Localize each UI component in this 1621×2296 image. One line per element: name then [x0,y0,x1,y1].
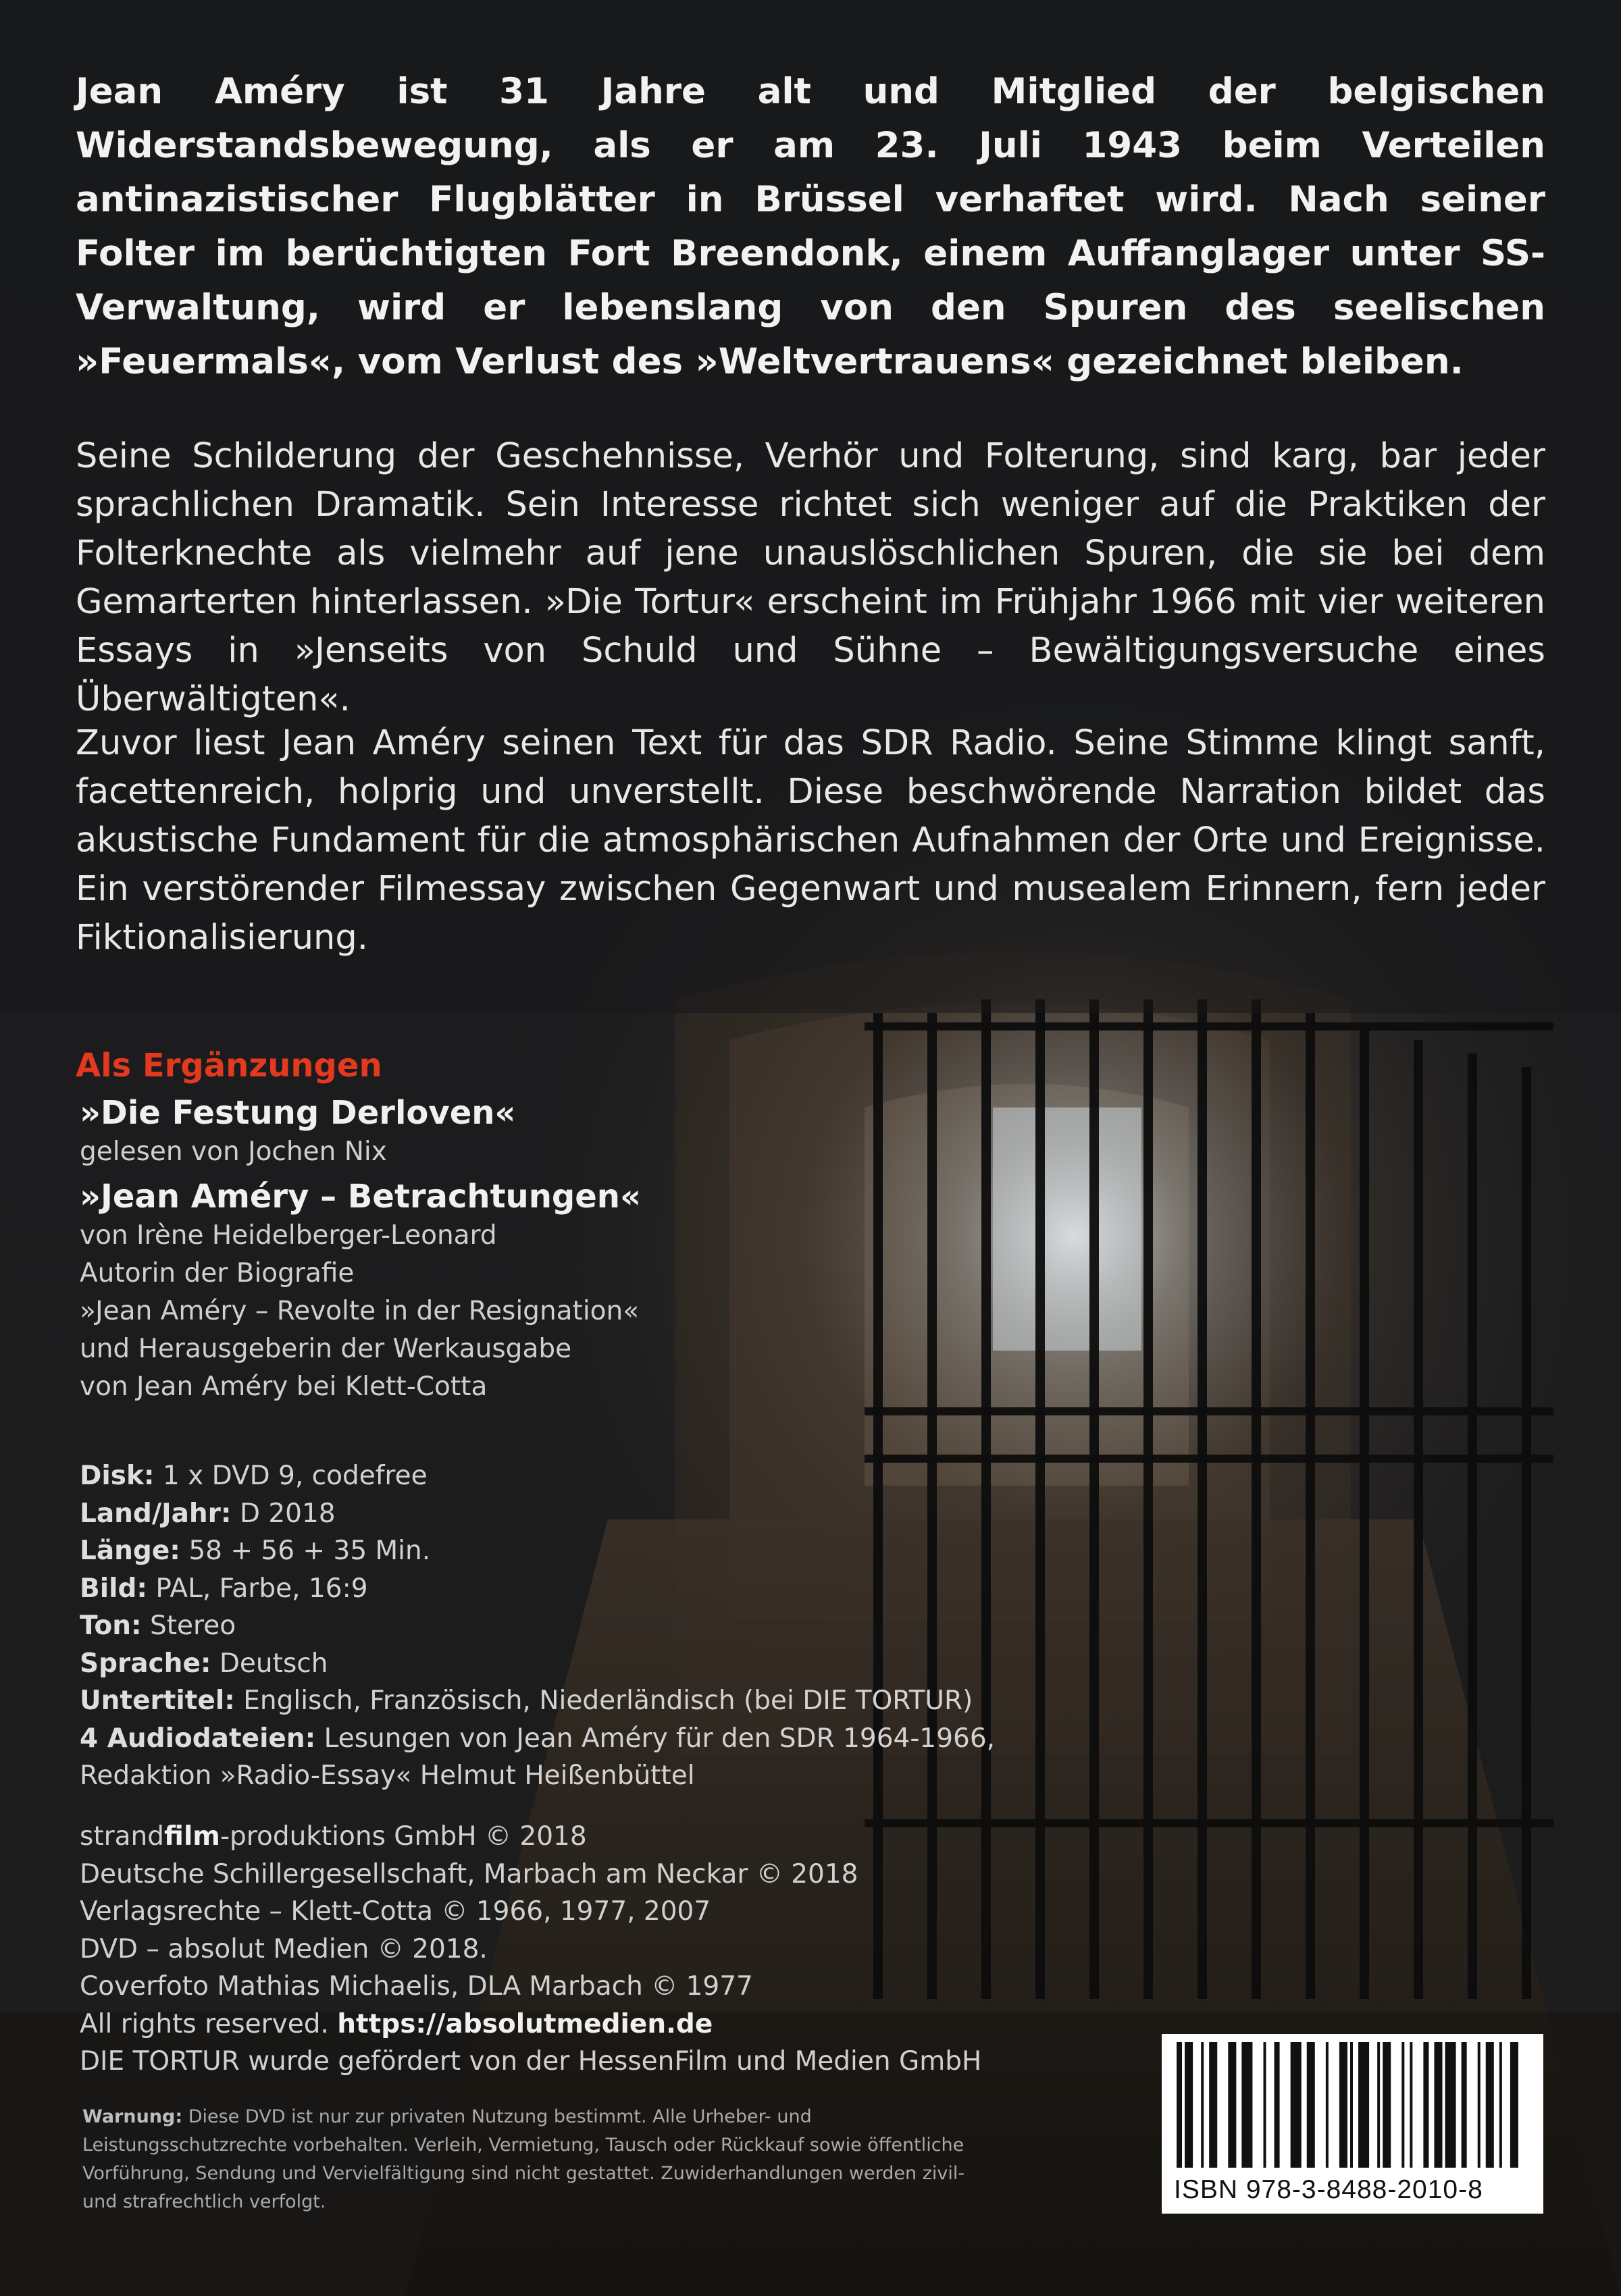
barcode-bar [1410,2042,1412,2168]
extra-detail-line: »Jean Améry – Revolte in der Resignation« [80,1296,640,1326]
barcode-bar [1462,2042,1467,2168]
spec-key: Bild: [80,1573,147,1604]
spec-row [80,1457,1228,1495]
spec-value: D 2018 [239,1498,336,1529]
barcode-bar [1510,2042,1518,2168]
spec-key: Sprache: [80,1648,211,1679]
company-prefix: strand [80,1821,165,1852]
funding-line: DIE TORTUR wurde gefördert von der HessenFilm und Medien GmbH [80,2046,982,2077]
credits [80,1818,1160,2081]
barcode-bar [1209,2042,1217,2168]
narration-paragraph: Zuvor liest Jean Améry seinen Text für das SDR Radio. Seine Stimme klingt sanft, facettenreich, holprig und unverstellt. Diese beschwörende Narration bildet das akustische Fundament für die atmosphärischen Aufnahmen der Orte und Ereignisse. Ein verstörender Filmessay zwischen Gegenwart und musealem Erinnern, fern jeder Fiktionalisierung. [76,723,1545,958]
barcode-bar [1377,2042,1380,2168]
spec-value: Lesungen von Jean Améry für den SDR 1964-1966, [324,1723,996,1754]
spec-row [80,1532,1228,1570]
barcode-bar [1228,2042,1236,2168]
spec-key: Ton: [80,1611,142,1641]
spec-row [80,1757,1228,1795]
barcode-bar [1275,2042,1280,2168]
spec-value: Stereo [149,1611,236,1641]
extra-reader: gelesen von Jochen Nix [80,1137,387,1167]
spec-key: Disk: [80,1461,155,1491]
extras-heading: Als Ergänzungen [76,1047,382,1085]
spec-row [80,1495,1228,1533]
barcode-bar [1445,2042,1456,2168]
barcode-bar [1201,2042,1204,2168]
barcode-bar [1423,2042,1429,2168]
technical-specs [80,1457,1228,1795]
extra-detail-line: und Herausgeberin der Werkausgabe [80,1334,572,1364]
barcode-bar [1358,2042,1369,2168]
spec-value: 58 + 56 + 35 Min. [188,1536,431,1566]
extra-detail-line: Autorin der Biografie [80,1258,355,1288]
barcode-bar [1339,2042,1347,2168]
credit-line-company [80,1818,1160,1856]
website-link[interactable]: https://absolutmedien.de [337,2008,713,2039]
description-paragraph: Seine Schilderung der Geschehnisse, Verhör und Folterung, sind karg, bar jeder sprachlichen Dramatik. Sein Interesse richtet sich weniger auf die Praktiken der Folterknechte als vielmehr auf jene unauslöschlichen Spuren, die sie bei dem Gemarterten hinterlassen. »Die Tortur« erscheint im Frühjahr 1966 mit vier weiteren Essays in »Jenseits von Schuld und Sühne – Bewältigungsversuche eines Überwältigten«. [76,436,1545,719]
credit-line: Coverfoto Mathias Michaelis, DLA Marbach © 1977 [80,1971,753,2002]
barcode-bar [1478,2042,1481,2168]
credit-line: Deutsche Schillergesellschaft, Marbach am Neckar © 2018 [80,1858,858,1889]
isbn-number: ISBN 978-3-8488-2010-8 [1174,2175,1483,2204]
spec-key: Untertitel: [80,1686,235,1716]
extra-title-festung: »Die Festung Derloven« [80,1094,516,1132]
extra-detail-line: von Irène Heidelberger-Leonard [80,1220,497,1251]
extra-detail-line: von Jean Améry bei Klett-Cotta [80,1372,488,1402]
company-suffix: -produktions GmbH © 2018 [220,1821,587,1852]
barcode-bar [1383,2042,1391,2168]
rights-text: All rights reserved. [80,2008,329,2039]
barcode-bars [1174,2042,1532,2168]
barcode-bar [1307,2042,1315,2168]
spec-key: 4 Audiodateien: [80,1723,316,1754]
spec-value: 1 x DVD 9, codefree [162,1461,428,1491]
spec-value: PAL, Farbe, 16:9 [155,1573,368,1604]
barcode [1162,2034,1543,2214]
legal-warning [82,2103,981,2216]
spec-key: Land/Jahr: [80,1498,232,1529]
credit-line: DVD – absolut Medien © 2018. [80,1933,488,1964]
spec-row [80,1720,1228,1758]
barcode-bar [1350,2042,1353,2168]
barcode-bar [1499,2042,1502,2168]
credit-line: Verlagsrechte – Klett-Cotta © 1966, 1977, 2007 [80,1896,711,1927]
barcode-bar [1241,2042,1252,2168]
barcode-bar [1486,2042,1494,2168]
barcode-bar [1401,2042,1404,2168]
spec-row [80,1645,1228,1683]
rights-line [80,2006,1160,2043]
barcode-bar [1326,2042,1329,2168]
barcode-bar [1434,2042,1442,2168]
spec-row [80,1570,1228,1608]
spec-row [80,1682,1228,1720]
barcode-bar [1185,2042,1193,2168]
spec-key: Länge: [80,1536,180,1566]
warning-label: Warnung: [82,2106,183,2127]
spec-row [80,1607,1228,1645]
company-bold: film [164,1821,220,1852]
barcode-bar [1291,2042,1302,2168]
extras-list [80,1093,958,1406]
spec-value: Englisch, Französisch, Niederländisch (bei DIE TORTUR) [243,1686,973,1716]
spec-value: Deutsch [219,1648,328,1679]
extra-title-betrachtungen: »Jean Améry – Betrachtungen« [80,1178,641,1216]
spec-value: Redaktion »Radio-Essay« Helmut Heißenbüttel [80,1760,695,1791]
warning-text: Diese DVD ist nur zur privaten Nutzung bestimmt. Alle Urheber- und Leistungsschutzrechte vorbehalten. Verleih, Vermietung, Tausch oder Rückkauf sowie öffentliche Vorführung, Sendung und Vervielfältigung sind nicht gestattet. Zuwiderhandlungen werden zivil- und strafrechtlich verfolgt. [82,2106,965,2212]
intro-paragraph: Jean Améry ist 31 Jahre alt und Mitglied der belgischen Widerstandsbewegung, als er am 23. Juli 1943 beim Verteilen antinazistischer Flugblätter in Brüssel verhaftet wird. Nach seiner Folter im berüchtigten Fort Breendonk, einem Auffanglager unter SS-Verwaltung, wird er lebenslang von den Spuren des seelischen »Feuermals«, vom Verlust des »Weltvertrauens« gezeichnet bleiben. [76,71,1545,382]
barcode-bar [1263,2042,1266,2168]
barcode-bar [1177,2042,1182,2168]
